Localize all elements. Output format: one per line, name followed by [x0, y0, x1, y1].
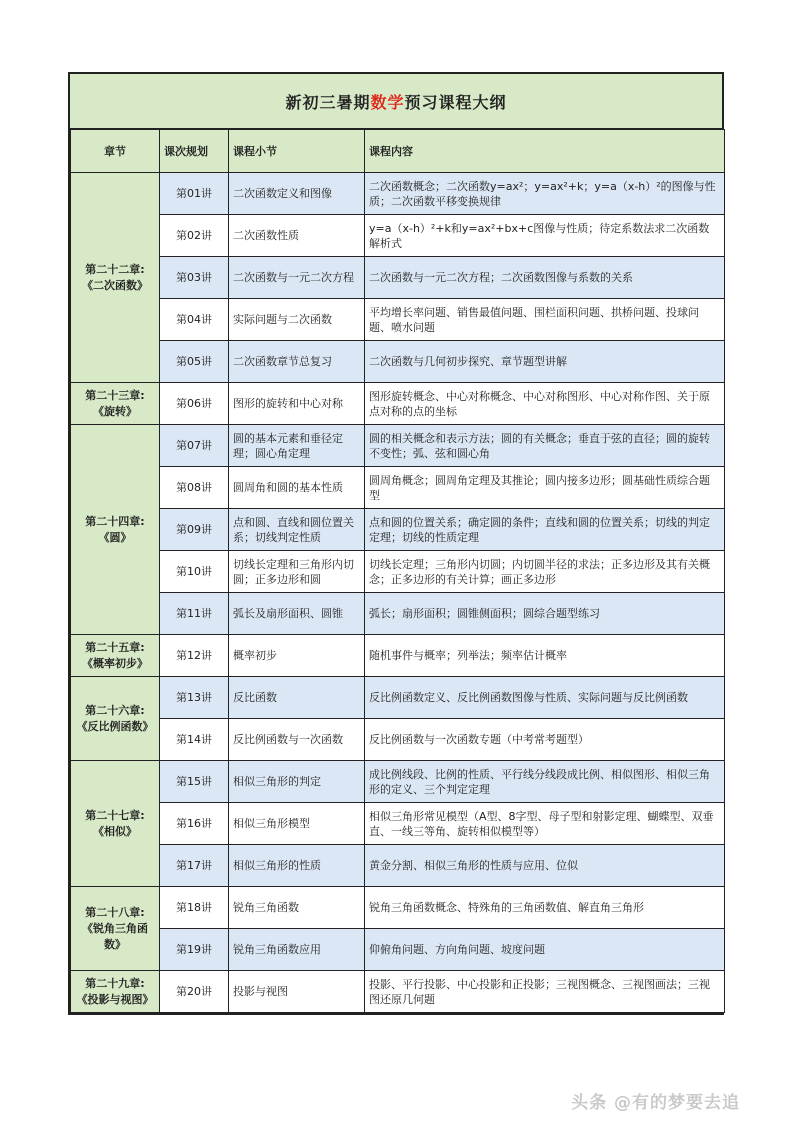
- table-row: [71, 719, 725, 761]
- section-cell: 投影与视图: [229, 971, 365, 1013]
- content-cell: 平均增长率问题、销售最值问题、围栏面积问题、拱桥问题、投球问题、喷水问题: [365, 299, 725, 341]
- section-cell: 圆的基本元素和垂径定理；圆心角定理: [229, 425, 365, 467]
- lecture-number-cell: 第15讲: [160, 761, 229, 803]
- lecture-number-cell: 第04讲: [160, 299, 229, 341]
- section-cell: 二次函数与一元二次方程: [229, 257, 365, 299]
- section-cell: 图形的旋转和中心对称: [229, 383, 365, 425]
- section-cell: 相似三角形的性质: [229, 845, 365, 887]
- table-row: [71, 551, 725, 593]
- lecture-number-cell: 第13讲: [160, 677, 229, 719]
- lecture-number-cell: 第10讲: [160, 551, 229, 593]
- title-highlight: 数学: [370, 92, 405, 112]
- header-chapter: 章节: [71, 130, 160, 173]
- table-row: [71, 635, 725, 677]
- section-cell: 二次函数性质: [229, 215, 365, 257]
- lecture-number-cell: 第12讲: [160, 635, 229, 677]
- table-row: [71, 803, 725, 845]
- section-cell: 弧长及扇形面积、圆锥: [229, 593, 365, 635]
- content-cell: 弧长；扇形面积；圆锥侧面积；圆综合题型练习: [365, 593, 725, 635]
- title-suffix: 预习课程大纲: [404, 92, 507, 112]
- table-body: [71, 173, 725, 1013]
- content-cell: 仰俯角问题、方向角问题、坡度问题: [365, 929, 725, 971]
- chapter-cell: 第二十七章:《相似》: [71, 761, 160, 887]
- content-cell: 成比例线段、比例的性质、平行线分线段成比例、相似图形、相似三角形的定义、三个判定定理: [365, 761, 725, 803]
- table-row: [71, 425, 725, 467]
- section-cell: 二次函数定义和图像: [229, 173, 365, 215]
- content-cell: 圆的相关概念和表示方法；圆的有关概念；垂直于弦的直径；圆的旋转不变性；弧、弦和圆心角: [365, 425, 725, 467]
- content-cell: 反比例函数定义、反比例函数图像与性质、实际问题与反比例函数: [365, 677, 725, 719]
- section-cell: 圆周角和圆的基本性质: [229, 467, 365, 509]
- title-prefix: 新初三暑期: [285, 92, 371, 112]
- content-cell: 黄金分割、相似三角形的性质与应用、位似: [365, 845, 725, 887]
- content-cell: 点和圆的位置关系；确定圆的条件；直线和圆的位置关系；切线的判定定理；切线的性质定理: [365, 509, 725, 551]
- content-cell: 图形旋转概念、中心对称概念、中心对称图形、中心对称作图、关于原点对称的点的坐标: [365, 383, 725, 425]
- lecture-number-cell: 第05讲: [160, 341, 229, 383]
- header-lecture: 课次规划: [160, 130, 229, 173]
- section-cell: 相似三角形模型: [229, 803, 365, 845]
- table-row: [71, 593, 725, 635]
- header-section: 课程小节: [229, 130, 365, 173]
- content-cell: 反比例函数与一次函数专题（中考常考题型）: [365, 719, 725, 761]
- chapter-cell: 第二十四章:《圆》: [71, 425, 160, 635]
- section-cell: 点和圆、直线和圆位置关系；切线判定性质: [229, 509, 365, 551]
- section-cell: 概率初步: [229, 635, 365, 677]
- table-row: [71, 929, 725, 971]
- chapter-cell: 第二十二章:《二次函数》: [71, 173, 160, 383]
- content-cell: y=a（x-h）²+k和y=ax²+bx+c图像与性质；待定系数法求二次函数解析式: [365, 215, 725, 257]
- content-cell: 相似三角形常见模型（A型、8字型、母子型和射影定理、蝴蝶型、双垂直、一线三等角、旋转相似模型等）: [365, 803, 725, 845]
- section-cell: 锐角三角函数: [229, 887, 365, 929]
- chapter-cell: 第二十八章:《锐角三角函数》: [71, 887, 160, 971]
- table-row: [71, 467, 725, 509]
- chapter-cell: 第二十三章:《旋转》: [71, 383, 160, 425]
- chapter-cell: 第二十五章:《概率初步》: [71, 635, 160, 677]
- header-content: 课程内容: [365, 130, 725, 173]
- section-cell: 二次函数章节总复习: [229, 341, 365, 383]
- section-cell: 相似三角形的判定: [229, 761, 365, 803]
- lecture-number-cell: 第18讲: [160, 887, 229, 929]
- table-row: [71, 845, 725, 887]
- lecture-number-cell: 第07讲: [160, 425, 229, 467]
- lecture-number-cell: 第06讲: [160, 383, 229, 425]
- lecture-number-cell: 第20讲: [160, 971, 229, 1013]
- section-cell: 反比例函数与一次函数: [229, 719, 365, 761]
- table-header-row: [71, 130, 725, 173]
- content-cell: 锐角三角函数概念、特殊角的三角函数值、解直角三角形: [365, 887, 725, 929]
- section-cell: 切线长定理和三角形内切圆；正多边形和圆: [229, 551, 365, 593]
- table-row: [71, 677, 725, 719]
- content-cell: 二次函数与几何初步探究、章节题型讲解: [365, 341, 725, 383]
- chapter-cell: 第二十九章:《投影与视图》: [71, 971, 160, 1013]
- section-cell: 锐角三角函数应用: [229, 929, 365, 971]
- page-title: [70, 74, 722, 129]
- content-cell: 切线长定理；三角形内切圆；内切圆半径的求法；正多边形及其有关概念；正多边形的有关计算；画正多边形: [365, 551, 725, 593]
- syllabus-table: [70, 129, 725, 1013]
- table-row: [71, 299, 725, 341]
- lecture-number-cell: 第17讲: [160, 845, 229, 887]
- content-cell: 圆周角概念；圆周角定理及其推论；圆内接多边形；圆基础性质综合题型: [365, 467, 725, 509]
- content-cell: 二次函数概念；二次函数y=ax²；y=ax²+k；y=a（x-h）²的图像与性质；二次函数平移变换规律: [365, 173, 725, 215]
- table-row: [71, 761, 725, 803]
- syllabus-sheet: [68, 72, 724, 1015]
- lecture-number-cell: 第01讲: [160, 173, 229, 215]
- table-row: [71, 887, 725, 929]
- table-row: [71, 383, 725, 425]
- lecture-number-cell: 第03讲: [160, 257, 229, 299]
- lecture-number-cell: 第14讲: [160, 719, 229, 761]
- watermark: 头条 @有的梦要去追: [571, 1093, 740, 1113]
- table-row: [71, 215, 725, 257]
- lecture-number-cell: 第11讲: [160, 593, 229, 635]
- content-cell: 随机事件与概率；列举法；频率估计概率: [365, 635, 725, 677]
- table-row: [71, 509, 725, 551]
- table-row: [71, 257, 725, 299]
- content-cell: 投影、平行投影、中心投影和正投影；三视图概念、三视图画法；三视图还原几何题: [365, 971, 725, 1013]
- chapter-cell: 第二十六章:《反比例函数》: [71, 677, 160, 761]
- section-cell: 反比函数: [229, 677, 365, 719]
- table-row: [71, 341, 725, 383]
- lecture-number-cell: 第08讲: [160, 467, 229, 509]
- lecture-number-cell: 第09讲: [160, 509, 229, 551]
- lecture-number-cell: 第19讲: [160, 929, 229, 971]
- lecture-number-cell: 第16讲: [160, 803, 229, 845]
- table-row: [71, 173, 725, 215]
- table-row: [71, 971, 725, 1013]
- content-cell: 二次函数与一元二次方程；二次函数图像与系数的关系: [365, 257, 725, 299]
- section-cell: 实际问题与二次函数: [229, 299, 365, 341]
- lecture-number-cell: 第02讲: [160, 215, 229, 257]
